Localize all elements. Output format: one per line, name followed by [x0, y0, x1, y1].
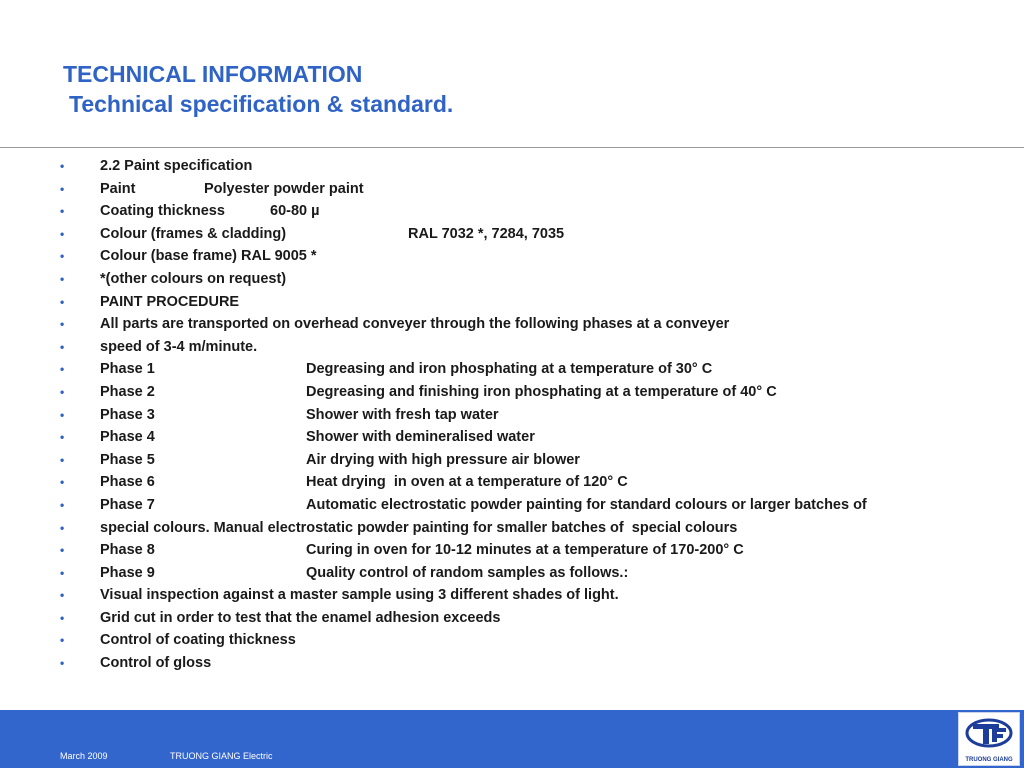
bullet-label: Phase 8 — [100, 542, 155, 559]
bullet-dot-icon: • — [60, 610, 65, 625]
bullet-value: Degreasing and iron phosphating at a temperature of 30° C — [306, 361, 713, 378]
bullet-label: 2.2 Paint specification — [100, 158, 253, 174]
bullet-label: Phase 7 — [100, 496, 155, 513]
bullet-value: Quality control of random samples as follows.: — [306, 564, 629, 581]
footer-company: TRUONG GIANG Electric — [170, 751, 273, 761]
bullet-value: Automatic electrostatic powder painting for standard colours or larger batches of — [306, 496, 867, 513]
bullet-label: Coating thickness — [100, 203, 225, 220]
bullet-dot-icon: • — [60, 656, 65, 671]
bullet-dot-icon: • — [60, 294, 65, 309]
footer-bar — [0, 710, 1024, 768]
bullet-dot-icon: • — [60, 588, 65, 603]
bullet-dot-icon: • — [60, 271, 65, 286]
bullet-label: Phase 1 — [100, 361, 155, 378]
bullet-label: special colours. Manual electrostatic powder painting for smaller batches of special colours — [100, 519, 738, 536]
bullet-dot-icon: • — [60, 159, 65, 173]
bullet-dot-icon: • — [60, 339, 65, 354]
company-logo-icon — [959, 713, 1019, 753]
bullet-dot-icon: • — [60, 497, 65, 512]
bullet-dot-icon: • — [60, 520, 65, 535]
bullet-dot-icon: • — [60, 181, 65, 196]
bullet-dot-icon: • — [60, 565, 65, 580]
bullet-label: Colour (frames & cladding) — [100, 225, 287, 242]
bullet-label: Phase 3 — [100, 406, 155, 423]
bullet-dot-icon: • — [60, 407, 65, 422]
bullet-label: speed of 3-4 m/minute. — [100, 338, 258, 355]
bullet-value: Degreasing and finishing iron phosphating at a temperature of 40° C — [306, 383, 777, 400]
bullet-value: Air drying with high pressure air blower — [306, 451, 580, 468]
bullet-label: Phase 2 — [100, 383, 155, 400]
bullet-label: Control of coating thickness — [100, 632, 296, 649]
bullet-label: All parts are transported on overhead conveyer through the following phases at a conveyer — [100, 316, 730, 333]
bullet-value: 60-80 µ — [270, 203, 320, 220]
bullet-dot-icon: • — [60, 633, 65, 648]
logo-caption: TRUONG GIANG — [965, 757, 1013, 763]
bullet-value: Shower with demineralised water — [306, 429, 535, 446]
header-divider — [0, 147, 1024, 148]
slide-subtitle: Technical specification & standard. — [69, 91, 454, 117]
bullet-label: Phase 9 — [100, 564, 155, 581]
bullet-label: Phase 5 — [100, 451, 155, 468]
bullet-label: *(other colours on request) — [100, 270, 287, 287]
company-logo — [958, 712, 1020, 766]
bullet-label: Visual inspection against a master sample using 3 different shades of light. — [100, 587, 619, 604]
bullet-label: Phase 6 — [100, 474, 155, 491]
bullet-label: PAINT PROCEDURE — [100, 293, 240, 310]
bullet-label: Control of gloss — [100, 655, 212, 672]
bullet-label: Paint — [100, 180, 136, 197]
bullet-label: Phase 4 — [100, 429, 155, 446]
bullet-dot-icon: • — [60, 362, 65, 377]
slide-title-block — [63, 60, 453, 118]
bullet-dot-icon: • — [60, 452, 65, 467]
bullet-dot-icon: • — [60, 475, 65, 490]
bullet-dot-icon: • — [60, 204, 65, 219]
bullet-value: Polyester powder paint — [204, 180, 364, 197]
bullet-dot-icon: • — [60, 543, 65, 558]
bullet-value: Shower with fresh tap water — [306, 406, 499, 423]
bullet-dot-icon: • — [60, 430, 65, 445]
bullet-dot-icon: • — [60, 249, 65, 264]
footer-date: March 2009 — [60, 751, 108, 761]
bullet-label: Colour (base frame) RAL 9005 * — [100, 248, 317, 265]
slide-title: TECHNICAL INFORMATION — [63, 61, 363, 87]
bullet-label: Grid cut in order to test that the enamel adhesion exceeds — [100, 609, 501, 626]
bullet-dot-icon: • — [60, 226, 65, 241]
bullet-dot-icon: • — [60, 384, 65, 399]
bullet-value: Curing in oven for 10-12 minutes at a temperature of 170-200° C — [306, 542, 744, 559]
bullet-value: Heat drying in oven at a temperature of 120° C — [306, 474, 628, 491]
bullet-dot-icon: • — [60, 317, 65, 332]
bullet-value: RAL 7032 *, 7284, 7035 — [408, 225, 565, 242]
